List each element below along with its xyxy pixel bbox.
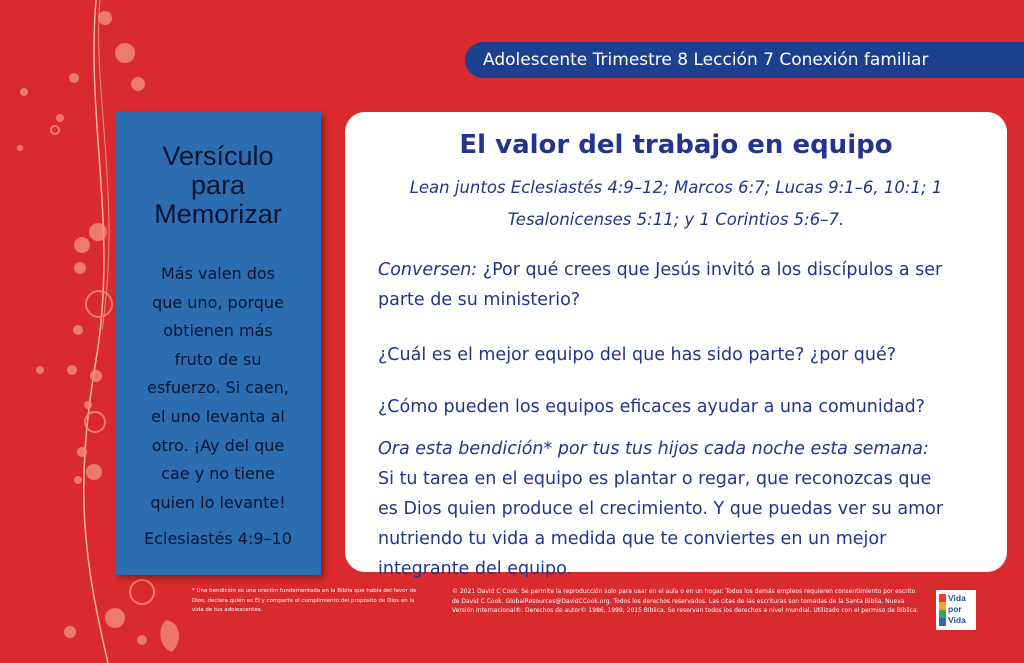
logo-stripes-icon: [939, 594, 946, 626]
blessing-line: integrante del equipo.: [378, 559, 573, 579]
memory-verse-title: [115, 142, 321, 229]
memory-verse-line: otro. ¡Ay del que: [151, 435, 285, 455]
discussion-card: [345, 112, 1007, 579]
blessing-line: nutriendo tu vida a medida que te conviertes en un mejor: [378, 529, 887, 549]
copyright-notice: © 2021 David C Cook. Se permite la reproducción solo para usar en el aula o en un hogar. Todos los demás empleos requieren consentimiento por escrito de David C Cook. GlobalResources@DavidCCook.org. Todos los derechos reservados. Las citas de las escrituras son tomadas de la Santa Biblia, Nueva Versión Internacional®. Derechos de autor© 1986, 1999, 2015 Bíblica. Se reservan todos los derechos a nivel mundial. Utilizado con el permiso de Bíblica.: [452, 588, 919, 614]
discuss-label: Conversen:: [378, 260, 478, 280]
logo-text: [948, 593, 976, 626]
memory-verse-title-line: para: [190, 170, 246, 200]
memory-verse-line: que uno, porque: [152, 292, 284, 312]
memory-verse-line: Más valen dos: [160, 264, 276, 283]
logo-text-line: Vida: [948, 593, 966, 603]
memory-verse-line: quien lo levante!: [150, 492, 286, 512]
discussion-question-1: [378, 255, 978, 315]
memory-verse-title-line: Memorizar: [154, 199, 282, 229]
reading-line: Tesalonicenses 5:11; y 1 Corintios 5:6–7.: [507, 210, 845, 229]
discussion-question-3: ¿Cómo pueden los equipos eficaces ayudar a una comunidad?: [378, 397, 925, 417]
logo-text-line: por: [948, 604, 962, 614]
memory-verse-text: [123, 260, 313, 517]
discussion-question-2: ¿Cuál es el mejor equipo del que has sido parte? ¿por qué?: [378, 345, 897, 365]
discuss-question-line: parte de su ministerio?: [378, 290, 581, 310]
memory-verse-title-line: Versículo: [162, 141, 274, 171]
vida-por-vida-logo: [936, 590, 976, 630]
memory-verse-panel: [115, 112, 321, 575]
lesson-banner: [465, 42, 1024, 78]
memory-verse-line: el uno levanta al: [151, 406, 285, 426]
memory-verse-line: fruto de su: [174, 349, 262, 369]
blessing-line: Si tu tarea en el equipo es plantar o regar, que reconozcas que: [378, 469, 932, 489]
discuss-question-line: ¿Por qué crees que Jesús invitó a los discípulos a ser: [482, 260, 943, 280]
lesson-banner-text: Adolescente Trimestre 8 Lección 7 Conexión familiar: [483, 50, 929, 70]
memory-verse-line: cae y no tiene: [161, 464, 275, 484]
blessing-line: es Dios quien produce el crecimiento. Y que puedas ver su amor: [378, 499, 944, 519]
logo-text-line: Vida: [948, 615, 966, 625]
reading-references: [365, 172, 987, 236]
reading-line: Lean juntos Eclesiastés 4:9–12; Marcos 6:7; Lucas 9:1–6, 10:1; 1: [409, 178, 943, 197]
memory-verse-reference: Eclesiastés 4:9–10: [144, 529, 292, 548]
blessing-section: [378, 434, 978, 584]
page-title: El valor del trabajo en equipo: [459, 130, 893, 160]
blessing-footnote: * Una bendición es una oración fundamentada en la Biblia que habla del favor de Dios, declara quién es Él y comparte el cumplimiento del propósito de Dios en la vida de tus adolescentes.: [192, 588, 417, 613]
blessing-label: Ora esta bendición* por tus tus hijos cada noche esta semana:: [378, 439, 929, 459]
memory-verse-line: obtienen más: [163, 321, 273, 341]
memory-verse-line: esfuerzo. Si caen,: [147, 378, 289, 398]
